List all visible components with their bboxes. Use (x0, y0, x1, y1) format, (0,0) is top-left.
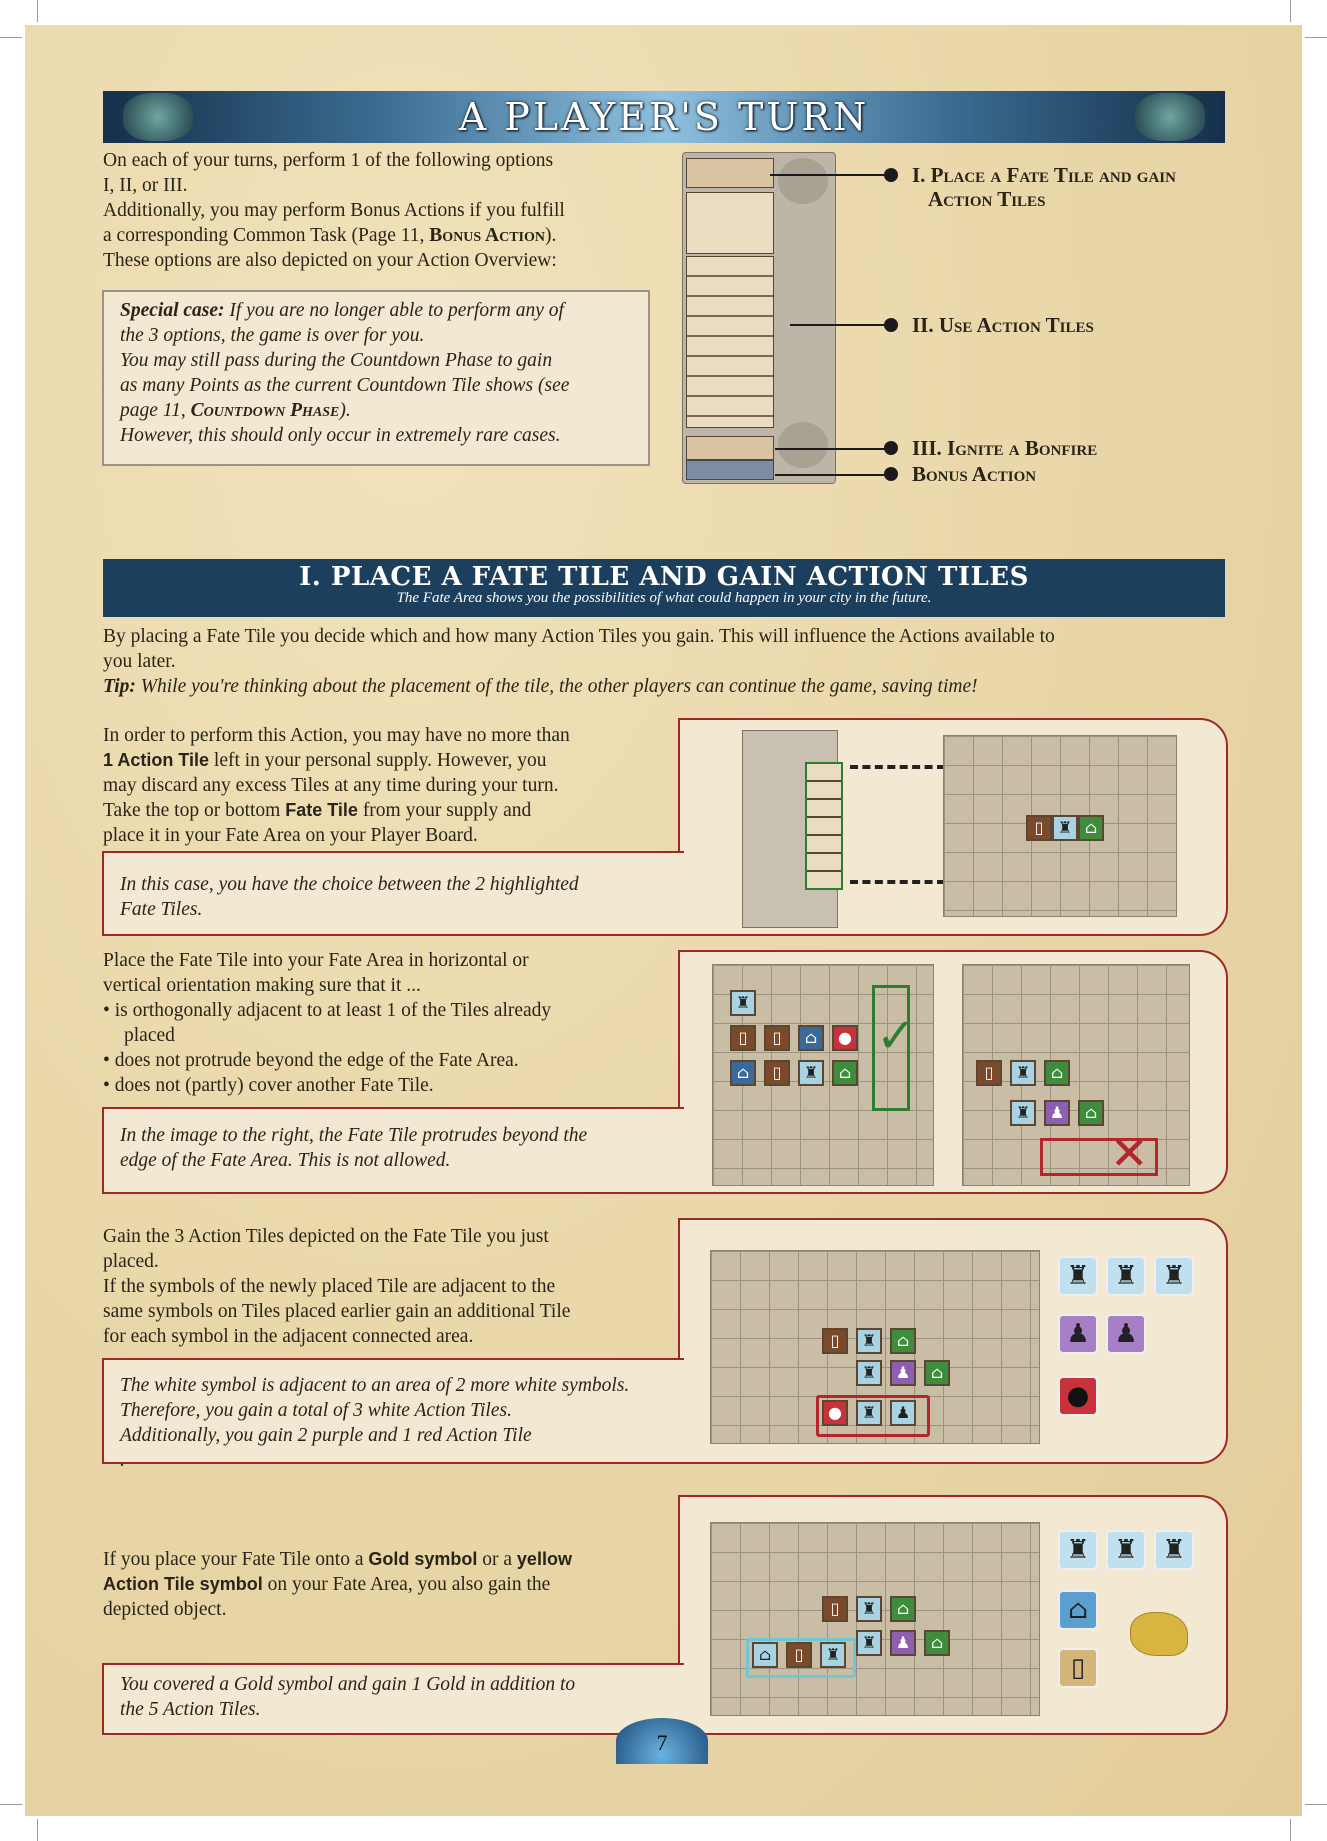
ship-icon: ⌂ (1078, 815, 1104, 841)
gold-nugget-icon (1130, 1612, 1188, 1656)
bullet-dot-icon (884, 467, 898, 481)
paragraph-line: vertical orientation making sure that it ... (103, 975, 421, 996)
paragraph-line: Place the Fate Tile into your Fate Area in horizontal or (103, 950, 529, 971)
crop-mark (1290, 1819, 1291, 1841)
block3-text (103, 1224, 673, 1349)
person-icon: ♟ (890, 1630, 916, 1656)
note-line: You covered a Gold symbol and gain 1 Gold in addition to (120, 1674, 576, 1695)
person-icon: ♟ (1058, 1314, 1098, 1354)
note-line: In the image to the right, the Fate Tile protrudes beyond the (120, 1125, 588, 1146)
paragraph-line (103, 1547, 673, 1572)
bonus-action-reference: Bonus Action (429, 225, 545, 246)
guard-icon: ♜ (856, 1400, 882, 1426)
intro-text (103, 148, 663, 273)
note-line: the 5 Action Tiles. (120, 1699, 261, 1720)
emphasis: Gold symbol (368, 1549, 478, 1569)
note-line: edge of the Fate Area. This is not allowed. (120, 1150, 451, 1171)
guard-icon: ♜ (1154, 1530, 1194, 1570)
text: left in your personal supply. However, you (209, 750, 547, 771)
guard-icon: ♜ (1154, 1256, 1194, 1296)
page-number: 7 (616, 1718, 708, 1764)
bullet-line: • is orthogonally adjacent to at least 1 of the Tiles already (103, 1000, 552, 1021)
paragraph-line (103, 1572, 673, 1597)
ship-icon: ⌂ (890, 1596, 916, 1622)
block1-note (120, 872, 680, 922)
guard-icon: ♜ (1010, 1060, 1036, 1086)
checkmark-icon: ✓ (876, 1008, 917, 1064)
arrow-icon (850, 765, 945, 775)
guard-icon: ♜ (1106, 1256, 1146, 1296)
intro-line: These options are also depicted on your Action Overview: (103, 250, 557, 271)
ship-icon: ⌂ (924, 1630, 950, 1656)
guard-icon: ♜ (1010, 1100, 1036, 1126)
card-icon: ▯ (822, 1328, 848, 1354)
arrow-icon (775, 474, 890, 476)
paragraph-line: for each symbol in the adjacent connected area. (103, 1326, 474, 1347)
block1-text (103, 723, 673, 848)
text: If you are no longer able to perform any of (224, 300, 564, 321)
bonus-action-label: Bonus Action (912, 462, 1037, 486)
crop-mark (37, 0, 38, 22)
crop-mark (1305, 1804, 1327, 1805)
text: page 11, (120, 400, 191, 421)
tip-label: Tip: (103, 676, 136, 697)
card-icon: ▯ (786, 1642, 812, 1668)
special-line: as many Points as the current Countdown Tile shows (see (120, 375, 570, 396)
arrow-icon (770, 174, 890, 176)
text: ). (544, 225, 557, 246)
person-icon: ♟ (890, 1400, 916, 1426)
crop-mark (37, 1819, 38, 1841)
arrow-icon (790, 324, 890, 326)
special-line: However, this should only occur in extremely rare cases. (120, 425, 561, 446)
text: a corresponding Common Task (Page 11, (103, 225, 430, 246)
paragraph-line: placed. (103, 1251, 159, 1272)
fate-tile-stack (805, 762, 843, 890)
intro-line: On each of your turns, perform 1 of the following options (103, 150, 554, 171)
text: or a (477, 1549, 517, 1570)
block4-note (120, 1672, 680, 1722)
emphasis: yellow (516, 1549, 572, 1569)
tip-text: While you're thinking about the placement of the tile, the other players can continue the game, saving time! (135, 676, 978, 697)
paragraph-line: may discard any excess Tiles at any time during your turn. (103, 775, 559, 796)
paragraph-line: depicted object. (103, 1599, 227, 1620)
bullet-dot-icon (884, 441, 898, 455)
guard-icon: ♜ (856, 1630, 882, 1656)
person-icon: ♟ (1044, 1100, 1070, 1126)
paragraph-line: Gain the 3 Action Tiles depicted on the Fate Tile you just (103, 1226, 549, 1247)
arrow-icon (775, 448, 890, 450)
special-line: You may still pass during the Countdown Phase to gain (120, 350, 553, 371)
crop-mark (1290, 0, 1291, 22)
special-line (120, 398, 640, 423)
bullet-line: • does not (partly) cover another Fate Tile. (103, 1075, 434, 1096)
arrow-icon (850, 880, 945, 890)
countdown-phase-reference: Countdown Phase (190, 400, 340, 421)
cross-icon: ✕ (1110, 1126, 1149, 1180)
note-line: . (120, 1450, 125, 1471)
ship-icon: ⌂ (832, 1060, 858, 1086)
guard-icon: ♜ (820, 1642, 846, 1668)
option-1-label-line2: Action Tiles (928, 187, 1046, 211)
special-line (120, 298, 640, 323)
special-case-box (102, 290, 650, 466)
intro-line: Additionally, you may perform Bonus Actions if you fulfill (103, 200, 565, 221)
text: on your Fate Area, you also gain the (262, 1574, 551, 1595)
text: If you place your Fate Tile onto a (103, 1549, 369, 1570)
bullet-line: placed (124, 1025, 175, 1046)
section-intro (103, 624, 1228, 699)
page-title-banner (103, 91, 1225, 143)
person-icon: ♟ (1106, 1314, 1146, 1354)
ship-icon: ⌂ (730, 1060, 756, 1086)
option-3-label: III. Ignite a Bonfire (912, 436, 1098, 460)
placed-tile-highlight (816, 1395, 930, 1437)
section-header (103, 559, 1225, 617)
ship-icon: ⌂ (890, 1328, 916, 1354)
card-icon: ▯ (764, 1060, 790, 1086)
note-line: Additionally, you gain 2 purple and 1 red Action Tile (120, 1425, 532, 1446)
emphasis: Fate Tile (285, 800, 358, 820)
ship-icon: ⌂ (1058, 1590, 1098, 1630)
card-icon: ▯ (730, 1025, 756, 1051)
emphasis: 1 Action Tile (103, 750, 210, 770)
guard-icon: ♜ (1058, 1530, 1098, 1570)
ship-icon: ⌂ (1078, 1100, 1104, 1126)
block2-text (103, 948, 673, 1098)
text: ). (339, 400, 351, 421)
tip-line (103, 674, 1228, 699)
special-line: the 3 options, the game is over for you. (120, 325, 425, 346)
paragraph-line: In order to perform this Action, you may have no more than (103, 725, 570, 746)
guard-icon: ♜ (856, 1360, 882, 1386)
text: from your supply and (357, 800, 532, 821)
paragraph-line: same symbols on Tiles placed earlier gain an additional Tile (103, 1301, 571, 1322)
text: Take the top or bottom (103, 800, 286, 821)
red-symbol-icon: ● (832, 1025, 858, 1051)
intro-line: I, II, or III. (103, 175, 188, 196)
card-icon: ▯ (822, 1596, 848, 1622)
guard-icon: ♜ (730, 990, 756, 1016)
block2-note (120, 1123, 680, 1173)
paragraph-line: place it in your Fate Area on your Player Board. (103, 825, 478, 846)
bullet-dot-icon (884, 318, 898, 332)
ship-icon: ⌂ (1044, 1060, 1070, 1086)
block4-text (103, 1547, 673, 1622)
bullet-line: • does not protrude beyond the edge of the Fate Area. (103, 1050, 519, 1071)
card-icon: ▯ (764, 1025, 790, 1051)
ship-icon: ⌂ (798, 1025, 824, 1051)
paragraph-line (103, 798, 673, 823)
red-symbol-icon: ● (1058, 1376, 1098, 1416)
ship-icon: ⌂ (752, 1642, 778, 1668)
card-icon: ▯ (1026, 815, 1052, 841)
emphasis: Action Tile symbol (103, 1574, 263, 1594)
intro-line (103, 223, 663, 248)
option-1-label: I. Place a Fate Tile and gain (912, 163, 1176, 187)
section-subtitle: The Fate Area shows you the possibilities of what could happen in your city in the future. (396, 590, 932, 606)
crop-mark (0, 37, 22, 38)
note-line: The white symbol is adjacent to an area of 2 more white symbols. (120, 1375, 630, 1396)
note-line: In this case, you have the choice between the 2 highlighted (120, 874, 579, 895)
block3-note (120, 1373, 680, 1473)
special-case-label: Special case: (120, 300, 225, 321)
special-case-text (120, 298, 640, 448)
guard-icon: ♜ (798, 1060, 824, 1086)
paragraph-line: you later. (103, 651, 176, 672)
paragraph-line: If the symbols of the newly placed Tile are adjacent to the (103, 1276, 556, 1297)
person-icon: ♟ (890, 1360, 916, 1386)
note-line: Fate Tiles. (120, 899, 203, 920)
paragraph-line (103, 748, 673, 773)
page-title: A PLAYER'S TURN (458, 95, 870, 139)
bullet-dot-icon (884, 168, 898, 182)
placed-tile-highlight (746, 1638, 856, 1678)
action-overview-graphic (682, 152, 834, 482)
guard-icon: ♜ (1052, 815, 1078, 841)
option-2-label: II. Use Action Tiles (912, 313, 1094, 337)
guard-icon: ♜ (856, 1328, 882, 1354)
section-title: I. PLACE A FATE TILE AND GAIN ACTION TILES (299, 562, 1029, 592)
crop-mark (1305, 37, 1327, 38)
guard-icon: ♜ (856, 1596, 882, 1622)
card-icon: ▯ (1058, 1648, 1098, 1688)
ship-icon: ⌂ (924, 1360, 950, 1386)
guard-icon: ♜ (1058, 1256, 1098, 1296)
guard-icon: ♜ (1106, 1530, 1146, 1570)
note-line: Therefore, you gain a total of 3 white Action Tiles. (120, 1400, 512, 1421)
crop-mark (0, 1804, 22, 1805)
paragraph-line: By placing a Fate Tile you decide which and how many Action Tiles you gain. This will influence the Actions available to (103, 626, 1055, 647)
card-icon: ▯ (976, 1060, 1002, 1086)
red-symbol-icon: ● (822, 1400, 848, 1426)
